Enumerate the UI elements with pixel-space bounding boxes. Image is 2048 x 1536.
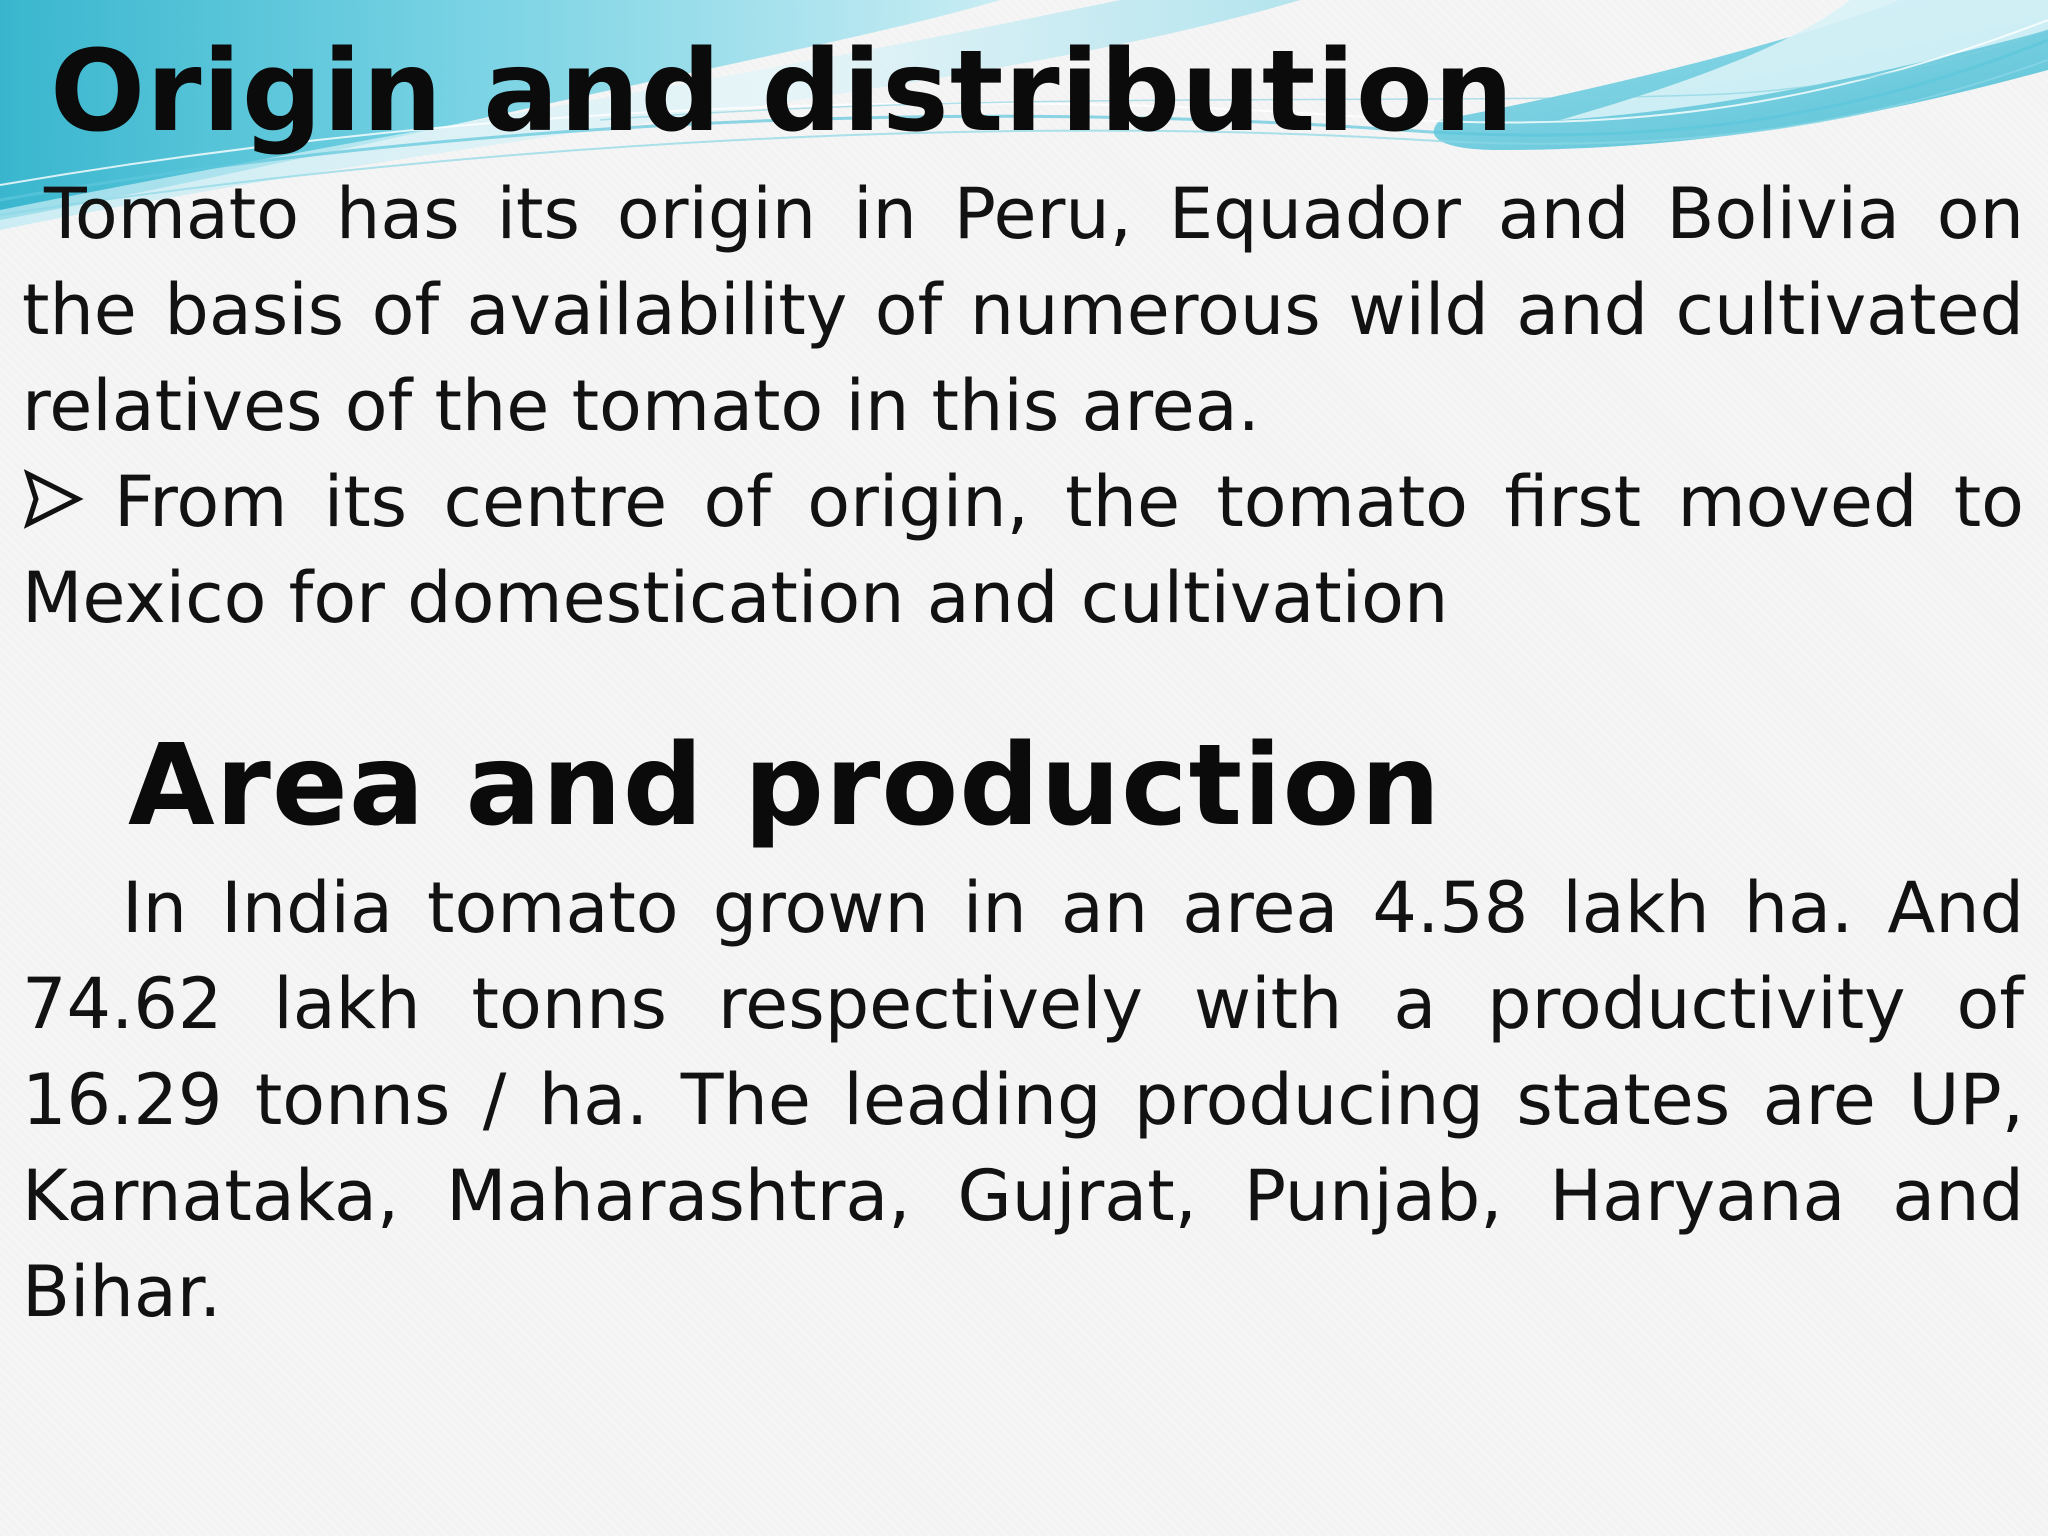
paragraph-origin: Tomato has its origin in Peru, Equador and Bolivia on the basis of availability of numerous wild and cultivated relatives of the tomato in this area. [22,173,2024,447]
bullet-item-centre-of-origin [22,454,2024,646]
arrowhead-bullet-icon [22,464,84,534]
paragraph-area-production: In India tomato grown in an area 4.58 lakh ha. And 74.62 lakh tonns respectively with a productivity of 16.29 tonns / ha. The leading producing states are UP, Karnataka, Maharashtra, Gujrat, Punjab, Haryana and Bihar. [22,867,2024,1333]
bullet-text: From its centre of origin, the tomato first moved to Mexico for domestication and cultivation [22,461,2024,639]
heading-origin-and-distribution: Origin and distribution [50,27,1515,157]
heading-area-and-production: Area and production [128,721,1442,851]
